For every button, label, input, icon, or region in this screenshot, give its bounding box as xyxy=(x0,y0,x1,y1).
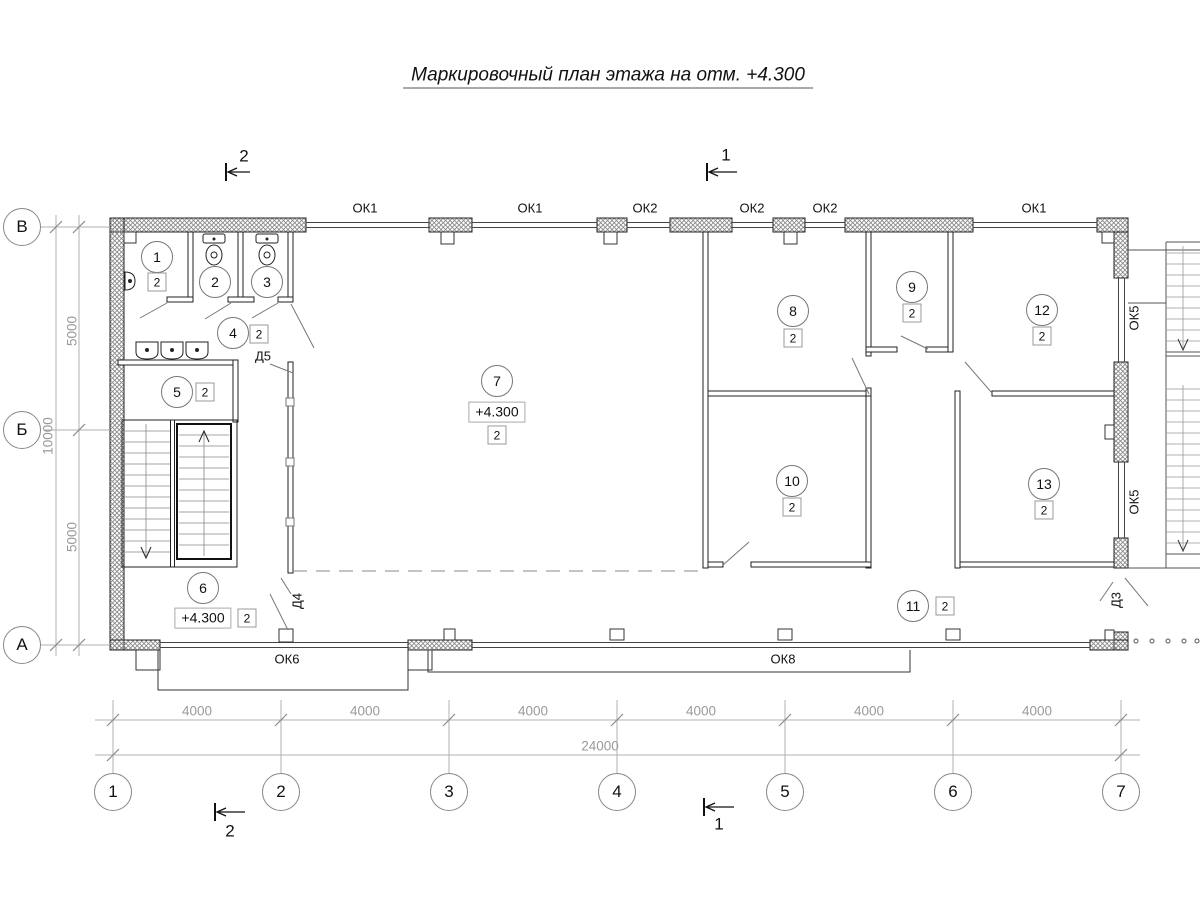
window-lines xyxy=(160,223,1125,648)
door-label: Д3 xyxy=(1108,591,1124,609)
room-number: 6 xyxy=(187,572,219,604)
room-grade: 2 xyxy=(936,597,955,616)
room-grade: 2 xyxy=(903,304,922,323)
room-number: 12 xyxy=(1026,294,1058,326)
section-mark-2-top: 2 xyxy=(239,146,249,166)
window-label: ОК6 xyxy=(274,651,300,667)
room-number: 10 xyxy=(776,465,808,497)
window-label: ОК2 xyxy=(632,200,658,216)
axis-bubble: Б xyxy=(3,411,41,449)
room-grade: 2 xyxy=(488,426,507,445)
window-label: ОК5 xyxy=(1126,489,1142,515)
sink-icon xyxy=(161,342,183,359)
door-label: Д4 xyxy=(289,592,305,610)
axis-bubble: 1 xyxy=(94,773,132,811)
elevation-mark: +4.300 xyxy=(174,608,231,629)
room-grade: 2 xyxy=(784,329,803,348)
dimension-value: 4000 xyxy=(181,703,213,719)
door-label: Д5 xyxy=(254,348,272,364)
dimension-value: 4000 xyxy=(685,703,717,719)
window-label: ОК1 xyxy=(1021,200,1047,216)
axis-bubble: 6 xyxy=(934,773,972,811)
axis-bubble: В xyxy=(3,208,41,246)
axis-bubble: 2 xyxy=(262,773,300,811)
window-label: ОК2 xyxy=(739,200,765,216)
room-number: 4 xyxy=(217,317,249,349)
window-label: ОК5 xyxy=(1126,305,1142,331)
room-grade: 2 xyxy=(238,609,257,628)
dimension-value: 4000 xyxy=(349,703,381,719)
axis-bubble: 4 xyxy=(598,773,636,811)
drawing-title: Маркировочный план этажа на отм. +4.300 xyxy=(403,66,813,89)
room-number: 3 xyxy=(251,266,283,298)
section-mark-2-bottom: 2 xyxy=(225,821,235,841)
dimension-value: 4000 xyxy=(1021,703,1053,719)
wall-posts xyxy=(124,232,1114,670)
elevation-mark: +4.300 xyxy=(468,402,525,423)
room-number: 2 xyxy=(199,266,231,298)
room-grade: 2 xyxy=(1035,501,1054,520)
sink-icon xyxy=(136,342,158,359)
room-grade: 2 xyxy=(783,498,802,517)
dimension-value: 5000 xyxy=(64,521,80,553)
section-mark-1-bottom: 1 xyxy=(714,814,724,834)
section-mark-1-top: 1 xyxy=(721,145,731,165)
sink-icon xyxy=(186,342,208,359)
room-number: 13 xyxy=(1028,468,1060,500)
dimension-total: 10000 xyxy=(40,417,56,455)
room-number: 5 xyxy=(161,376,193,408)
room-number: 8 xyxy=(777,295,809,327)
porches xyxy=(158,650,910,690)
axis-bubble: 3 xyxy=(430,773,468,811)
room-grade: 2 xyxy=(148,273,167,292)
dimension-total: 24000 xyxy=(581,738,619,754)
dimension-ticks xyxy=(50,221,1127,761)
room-number: 7 xyxy=(481,365,513,397)
room-grade: 2 xyxy=(196,383,215,402)
exterior-stairs xyxy=(1128,242,1200,643)
interior-stairs xyxy=(122,420,237,567)
axis-bubble: А xyxy=(3,626,41,664)
room-grade: 2 xyxy=(250,325,269,344)
toilet-icon xyxy=(203,234,225,265)
room-grade: 2 xyxy=(1033,327,1052,346)
window-label: ОК8 xyxy=(770,651,796,667)
window-label: ОК2 xyxy=(812,200,838,216)
window-label: ОК1 xyxy=(517,200,543,216)
dimension-value: 4000 xyxy=(853,703,885,719)
axis-bubble: 5 xyxy=(766,773,804,811)
dimension-value: 4000 xyxy=(517,703,549,719)
dimension-value: 5000 xyxy=(64,315,80,347)
room-number: 9 xyxy=(896,271,928,303)
toilet-icon xyxy=(256,234,278,265)
room-number: 11 xyxy=(897,590,929,622)
window-label: ОК1 xyxy=(352,200,378,216)
urinal-icon xyxy=(125,272,135,290)
axis-bubble: 7 xyxy=(1102,773,1140,811)
room-number: 1 xyxy=(141,241,173,273)
